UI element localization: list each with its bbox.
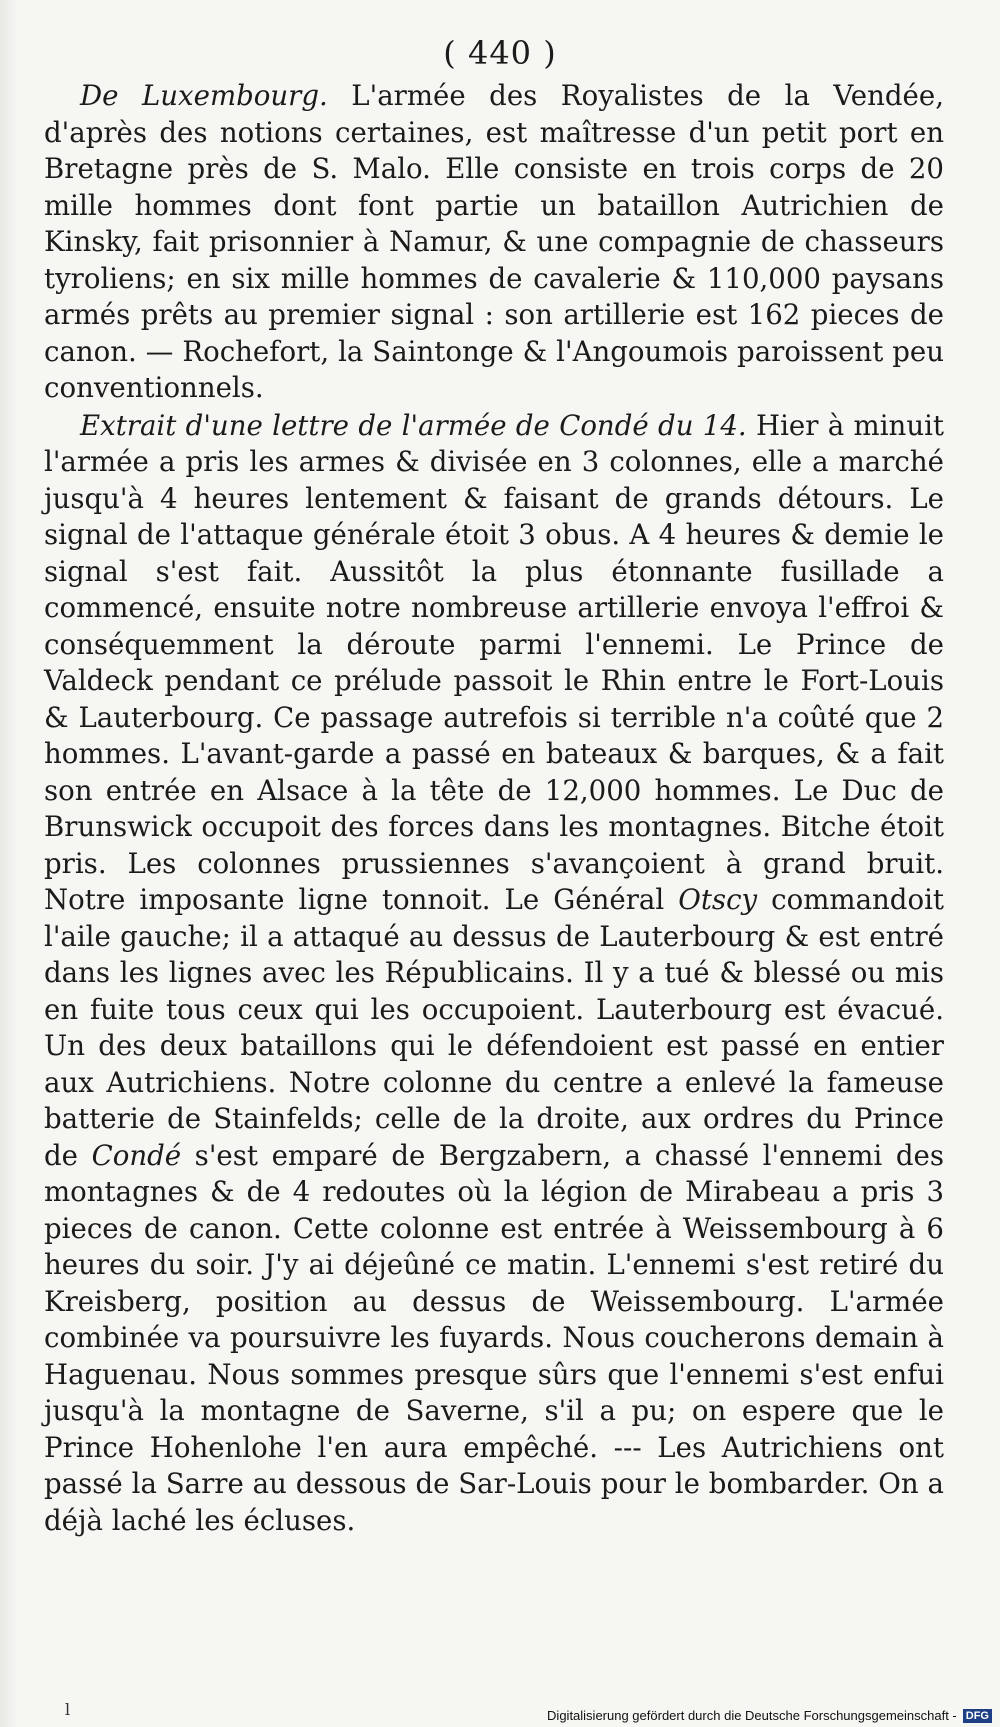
dateline-luxembourg: De Luxembourg. — [80, 79, 328, 112]
name-otscy: Otscy — [678, 883, 758, 916]
dfg-logo-icon: DFG — [963, 1709, 992, 1723]
digitization-credit: Digitalisierung gefördert durch die Deutsche Forschungsgemeinschaft - — [547, 1708, 957, 1723]
article-text — [44, 78, 944, 1539]
digitization-footer — [547, 1708, 992, 1723]
paragraph-conde-body-b: commandoit l'aile gauche; il a attaqué au dessus de Lauterbourg & est entré dans les lignes avec les Républicains. Il y a tué & blessé ou mis en fuite tous ceux qui les occupoient. Lauterbourg est évacué. Un des deux bataillons qui le défendoient est passé en entier aux Autrichiens. Notre colonne du centre a enlevé la fameuse batterie de Stainfelds; celle de la droite, aux ordres du Prince de — [44, 883, 944, 1172]
paragraph-conde-letter — [44, 408, 944, 1540]
paragraph-luxembourg — [44, 78, 944, 407]
paragraph-conde-body-a: Hier à minuit l'armée a pris les armes & divisée en 3 colonnes, elle a marché jusqu'à 4 heures lentement & faisant de grands détours. Le signal de l'attaque générale étoit 3 obus. A 4 heures & demie le signal s'est fait. Aussitôt la plus étonnante fusillade a commencé, ensuite notre nombreuse artillerie envoya l'effroi & conséquemment la déroute parmi l'ennemi. Le Prince de Valdeck pendant ce prélude passoit le Rhin entre le Fort-Louis & Lauterbourg. Ce passage autrefois si terrible n'a coûté que 2 hommes. L'avant-garde a passé en bateaux & barques, & a fait son entrée en Alsace à la tête de 12,000 hommes. Le Duc de Brunswick occupoit des forces dans les montagnes. Bitche étoit pris. Les colonnes prussiennes s'avançoient à grand bruit. Notre imposante ligne tonnoit. Le Général — [44, 408, 945, 916]
paragraph-conde-body-c: s'est emparé de Bergzabern, a chassé l'ennemi des montagnes & de 4 redoutes où la légion de Mirabeau a pris 3 pieces de canon. Cette colonne est entrée à Weissembourg à 6 heures du soir. J'y ai déjeûné ce matin. L'ennemi s'est retiré du Kreisberg, position au dessus de Weissembourg. L'armée combinée va poursuivre les fuyards. Nous coucherons demain à Haguenau. Nous sommes presque sûrs que l'ennemi s'est enfui jusqu'à la montagne de Saverne, s'il a pu; on espere que le Prince Hohenlohe l'en aura empêché. --- Les Autrichiens ont passé la Sarre au dessous de Sar-Louis pour le bombarder. On a déjà laché les écluses. — [44, 1138, 944, 1537]
dateline-conde-letter: Extrait d'une lettre de l'armée de Condé du 14. — [80, 408, 747, 442]
page-number: ( 440 ) — [443, 34, 557, 72]
name-conde: Condé — [91, 1138, 182, 1172]
paragraph-luxembourg-body: L'armée des Royalistes de la Vendée, d'après des notions certaines, est maîtresse d'un petit port en Bretagne près de S. Malo. Elle consiste en trois corps de 20 mille hommes dont font partie un bataillon Autrichien de Kinsky, fait prisonnier à Namur, & une compagnie de chasseurs tyroliens; en six mille hommes de cavalerie & 110,000 paysans armés prêts au premier signal : son artillerie est 162 pieces de canon. — Rochefort, la Saintonge & l'Angoumois paroissent peu conventionnels. — [44, 79, 944, 404]
margin-mark: l — [65, 1700, 71, 1719]
